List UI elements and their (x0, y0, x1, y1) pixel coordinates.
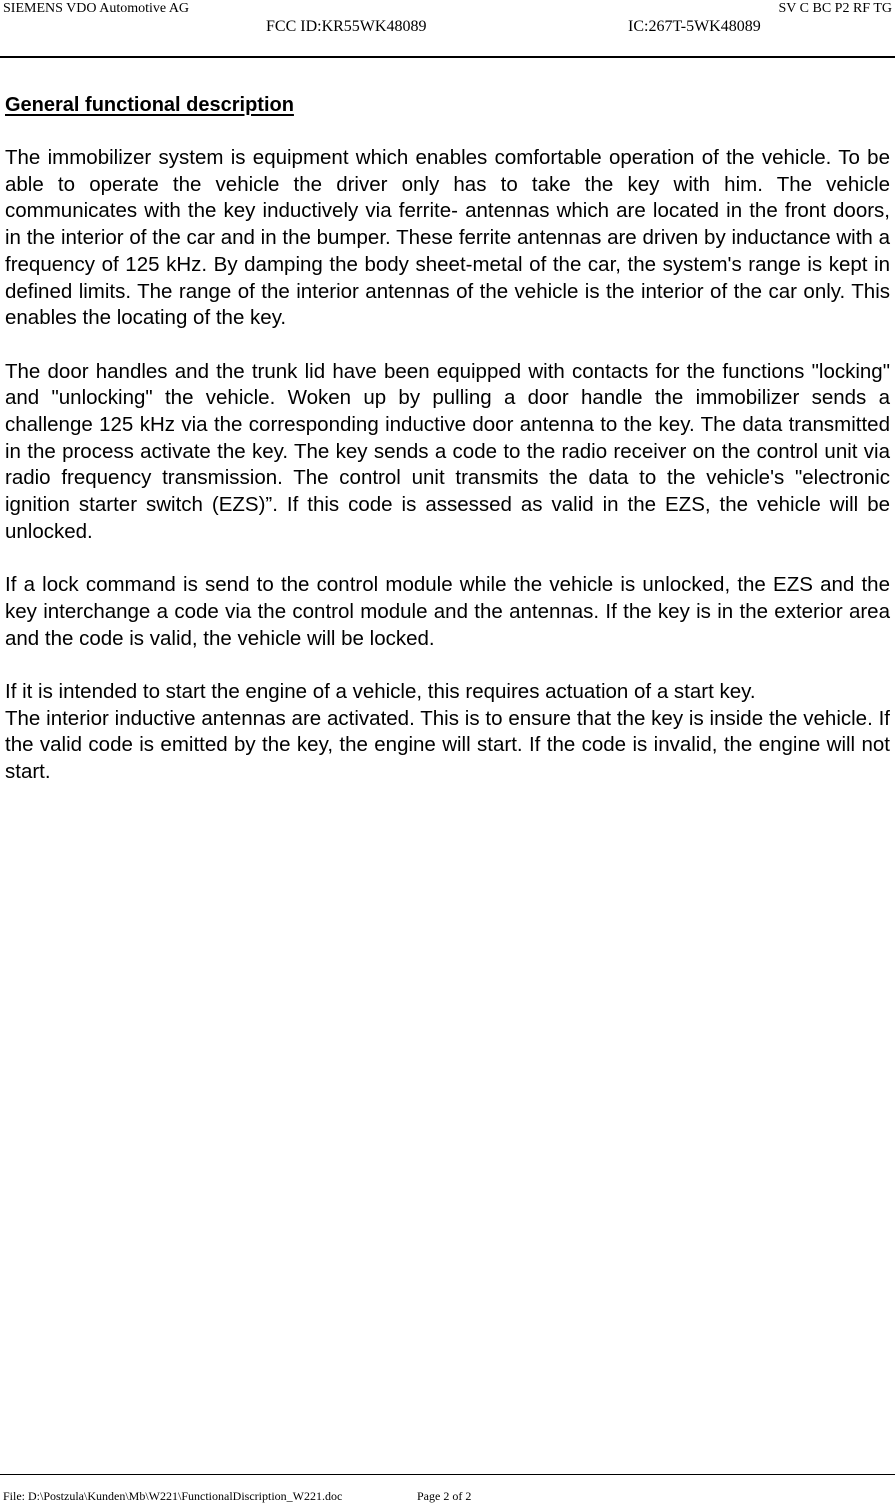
paragraph-4 (5, 679, 890, 786)
paragraph-3: If a lock command is send to the control module while the vehicle is unlocked, the EZS and the key interchange a code via the control module and the antennas. If the key is in the exterior area and the code is valid, the vehicle will be locked. (5, 573, 890, 650)
paragraph-2: The door handles and the trunk lid have been equipped with contacts for the functions "locking" and "unlocking" the vehicle. Woken up by pulling a door handle the immobilizer sends a challenge 125 kHz via the corresponding inductive door antenna to the key. The data transmitted in the process activate the key. The key sends a code to the radio receiver on the control unit via radio frequency transmission. The control unit transmits the data to the vehicle's "electronic ignition starter switch (EZS)”. If this code is assessed as valid in the EZS, the vehicle will be unlocked. (5, 359, 890, 543)
paragraph-4-rest: The interior inductive antennas are activated. This is to ensure that the key is inside the vehicle. If the valid code is emitted by the key, the engine will start. If the code is invalid, the engine will not start. (5, 706, 890, 784)
document-body (5, 145, 890, 786)
section-title: General functional description (5, 94, 294, 116)
paragraph-1: The immobilizer system is equipment which enables comfortable operation of the vehicle. To be able to operate the vehicle the driver only has to take the key with him. The vehicle communicates with the key inductively via ferrite- antennas which are located in the front doors, in the interior of the car and in the bumper. These ferrite antennas are driven by inductance with a frequency of 125 kHz. By damping the body sheet-metal of the car, the system's range is kept in defined limits. The range of the interior antennas of the vehicle is the interior of the car only. This enables the locating of the key. (5, 146, 890, 330)
footer-divider (0, 1474, 895, 1475)
footer-file-path: File: D:\Postzula\Kunden\Mb\W221\FunctionalDiscription_W221.doc (3, 1489, 343, 1503)
footer-page-info: Page 2 of 2 (417, 1489, 472, 1503)
header-company: SIEMENS VDO Automotive AG (3, 1, 190, 16)
header-divider (0, 56, 895, 58)
header-department: SV C BC P2 RF TG (778, 1, 892, 16)
header-fcc-id: FCC ID:KR55WK48089 (266, 18, 427, 35)
header-ic-id: IC:267T-5WK48089 (628, 18, 761, 35)
paragraph-4-line-1: If it is intended to start the engine of a vehicle, this requires actuation of a start key. (5, 680, 756, 704)
